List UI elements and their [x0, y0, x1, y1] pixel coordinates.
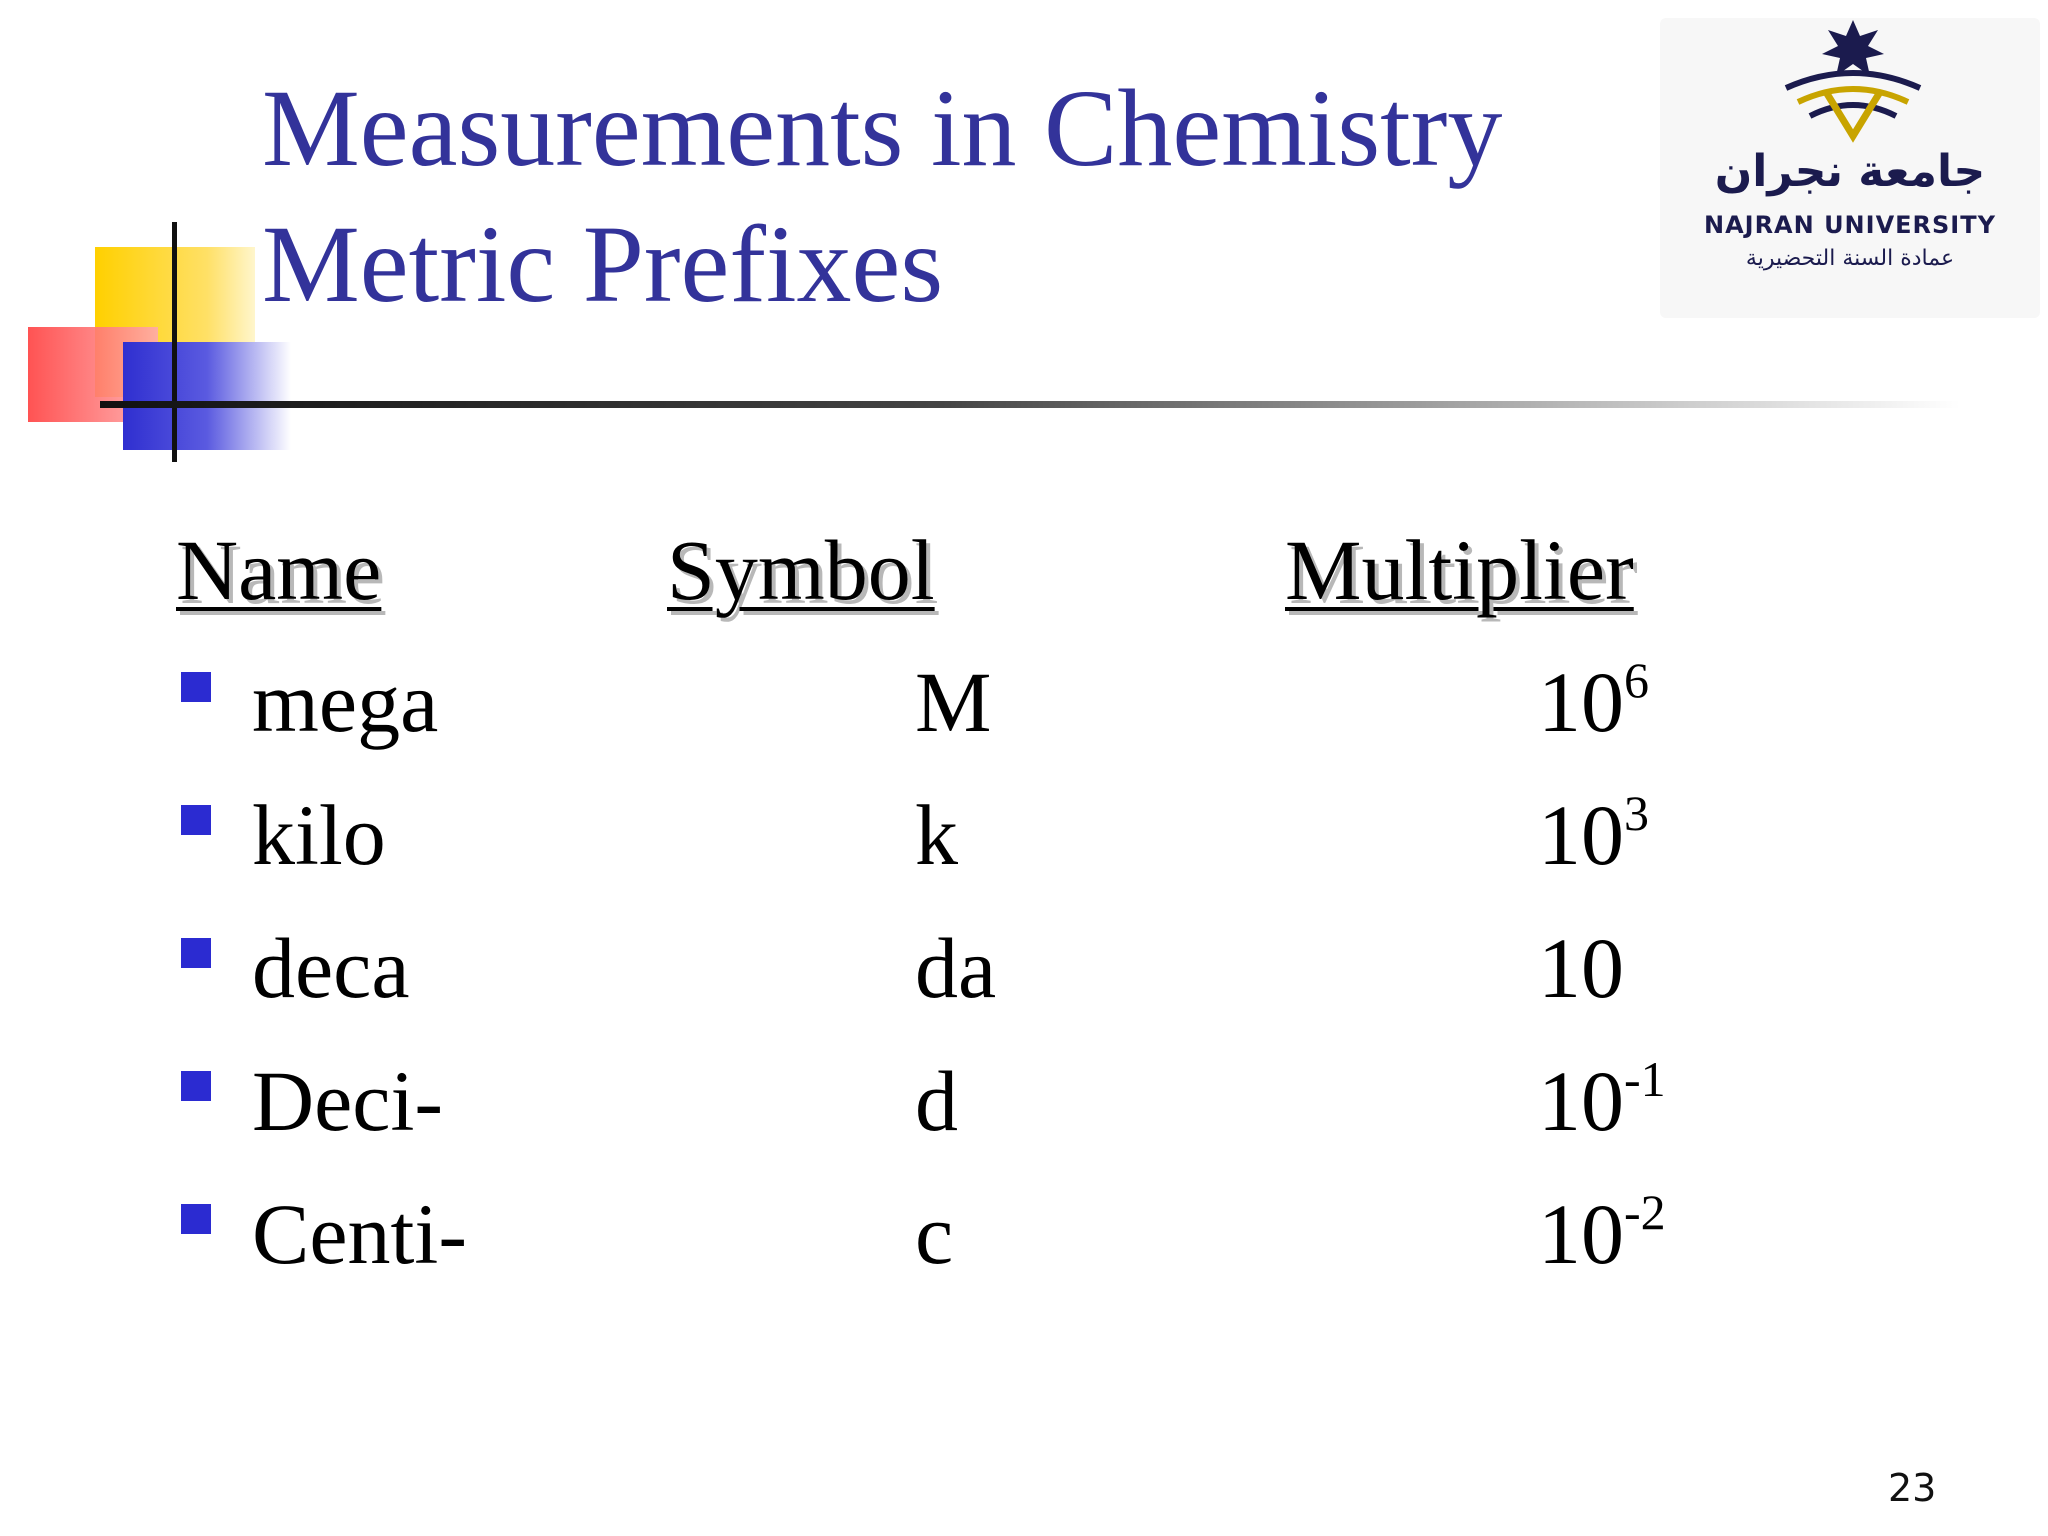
list-item — [0, 652, 2048, 772]
prefix-symbol: da — [915, 920, 997, 1016]
multiplier-base: 10 — [1538, 920, 1624, 1016]
prefix-multiplier — [1538, 918, 1624, 1030]
prefix-multiplier — [1538, 652, 1649, 764]
multiplier-exponent: 6 — [1624, 652, 1649, 708]
multiplier-base: 10 — [1538, 654, 1624, 750]
prefix-name: mega — [252, 654, 439, 750]
list-item — [0, 918, 2048, 1038]
column-header-multiplier: Multiplier — [1285, 522, 1634, 618]
prefix-symbol: c — [915, 1186, 954, 1282]
list-item — [0, 785, 2048, 905]
prefix-name: Deci- — [252, 1053, 443, 1149]
logo-arabic-name: جامعة نجران — [1714, 146, 1986, 197]
page-number: 23 — [1888, 1466, 1937, 1510]
prefix-symbol: k — [915, 787, 958, 883]
title-line-2: Metric Prefixes — [262, 203, 944, 325]
multiplier-base: 10 — [1538, 787, 1624, 883]
square-bullet-icon — [181, 805, 211, 835]
square-bullet-icon — [181, 1071, 211, 1101]
column-header-name: Name — [176, 522, 382, 618]
prefix-name: Centi- — [252, 1186, 467, 1282]
list-item — [0, 1051, 2048, 1171]
multiplier-exponent: 3 — [1624, 785, 1649, 841]
prefix-name: deca — [252, 920, 410, 1016]
prefix-symbol: d — [915, 1053, 958, 1149]
list-item — [0, 1184, 2048, 1304]
prefix-multiplier — [1538, 1184, 1666, 1296]
square-bullet-icon — [181, 1204, 211, 1234]
multiplier-base: 10 — [1538, 1186, 1624, 1282]
prefix-symbol: M — [915, 654, 992, 750]
multiplier-exponent: -2 — [1624, 1184, 1666, 1240]
prefix-multiplier — [1538, 1051, 1666, 1163]
square-bullet-icon — [181, 938, 211, 968]
logo-english-name: NAJRAN UNIVERSITY — [1703, 211, 1996, 239]
prefix-multiplier — [1538, 785, 1649, 897]
square-bullet-icon — [181, 672, 211, 702]
logo-arabic-subtitle: عمادة السنة التحضيرية — [1745, 246, 1955, 271]
prefix-name: kilo — [252, 787, 386, 883]
title-line-1: Measurements in Chemistry — [262, 67, 1503, 189]
multiplier-base: 10 — [1538, 1053, 1624, 1149]
multiplier-exponent: -1 — [1624, 1051, 1666, 1107]
column-header-symbol: Symbol — [667, 522, 935, 618]
